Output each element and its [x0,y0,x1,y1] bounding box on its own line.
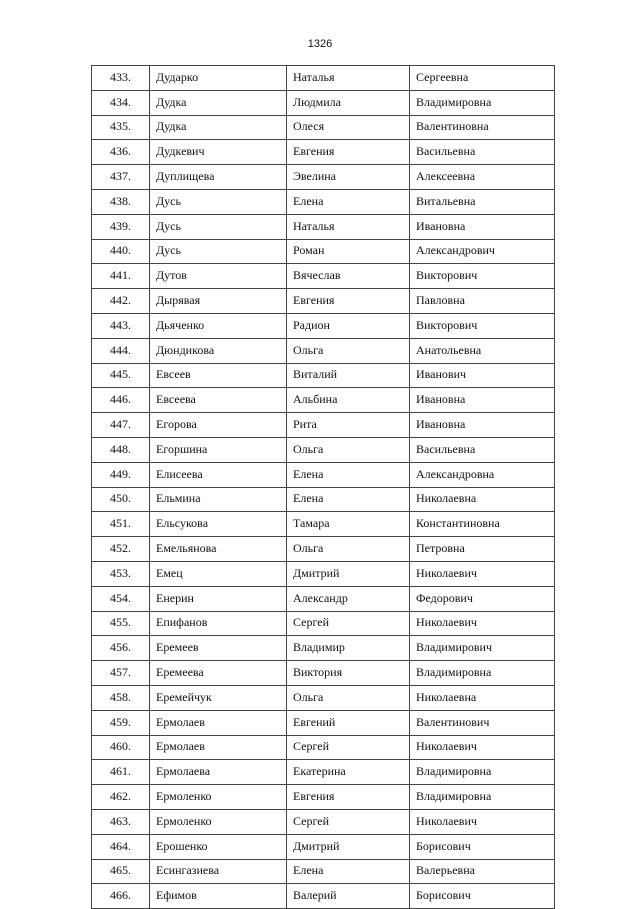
row-number-cell: 465. [92,859,150,884]
row-number-cell: 447. [92,413,150,438]
last-name-cell: Епифанов [150,611,287,636]
first-name-cell: Дмитрий [287,834,410,859]
table-row [92,313,555,338]
first-name-cell: Радион [287,313,410,338]
row-number-cell: 440. [92,239,150,264]
last-name-cell: Дусь [150,239,287,264]
row-number-cell: 456. [92,636,150,661]
page-number: 1326 [307,38,333,50]
first-name-cell: Роман [287,239,410,264]
first-name-cell: Людмила [287,90,410,115]
last-name-cell: Ермоленко [150,809,287,834]
row-number-cell: 435. [92,115,150,140]
last-name-cell: Ермолаев [150,735,287,760]
last-name-cell: Ерошенко [150,834,287,859]
row-number-cell: 449. [92,462,150,487]
row-number-cell: 460. [92,735,150,760]
first-name-cell: Евгений [287,710,410,735]
patronymic-cell: Федорович [410,586,555,611]
row-number-cell: 443. [92,313,150,338]
patronymic-cell: Владимировна [410,661,555,686]
last-name-cell: Дутов [150,264,287,289]
first-name-cell: Виталий [287,363,410,388]
patronymic-cell: Алексеевна [410,165,555,190]
first-name-cell: Елена [287,189,410,214]
table-row [92,90,555,115]
table-row [92,388,555,413]
patronymic-cell: Владимирович [410,636,555,661]
first-name-cell: Сергей [287,809,410,834]
table-row [92,140,555,165]
patronymic-cell: Николаевич [410,809,555,834]
last-name-cell: Ельсукова [150,512,287,537]
table-row [92,636,555,661]
patronymic-cell: Николаевна [410,685,555,710]
last-name-cell: Ельмина [150,487,287,512]
row-number-cell: 446. [92,388,150,413]
last-name-cell: Дудка [150,90,287,115]
first-name-cell: Евгения [287,785,410,810]
table-row [92,760,555,785]
row-number-cell: 453. [92,561,150,586]
row-number-cell: 450. [92,487,150,512]
row-number-cell: 438. [92,189,150,214]
patronymic-cell: Валерьевна [410,859,555,884]
row-number-cell: 451. [92,512,150,537]
table-row [92,809,555,834]
first-name-cell: Евгения [287,140,410,165]
patronymic-cell: Борисович [410,834,555,859]
first-name-cell: Евгения [287,289,410,314]
last-name-cell: Дюндикова [150,338,287,363]
row-number-cell: 436. [92,140,150,165]
patronymic-cell: Борисович [410,884,555,909]
patronymic-cell: Васильевна [410,437,555,462]
row-number-cell: 455. [92,611,150,636]
last-name-cell: Егорова [150,413,287,438]
first-name-cell: Елена [287,859,410,884]
last-name-cell: Дусь [150,189,287,214]
table-row [92,487,555,512]
table-row [92,561,555,586]
row-number-cell: 454. [92,586,150,611]
patronymic-cell: Анатольевна [410,338,555,363]
last-name-cell: Евсеев [150,363,287,388]
patronymic-cell: Васильевна [410,140,555,165]
first-name-cell: Наталья [287,214,410,239]
table-row [92,338,555,363]
last-name-cell: Евсеева [150,388,287,413]
last-name-cell: Дьяченко [150,313,287,338]
row-number-cell: 459. [92,710,150,735]
last-name-cell: Еремейчук [150,685,287,710]
row-number-cell: 452. [92,537,150,562]
last-name-cell: Ермоленко [150,785,287,810]
last-name-cell: Енерин [150,586,287,611]
first-name-cell: Наталья [287,66,410,91]
table-row [92,66,555,91]
table-row [92,586,555,611]
table-row [92,239,555,264]
first-name-cell: Сергей [287,611,410,636]
last-name-cell: Емец [150,561,287,586]
last-name-cell: Ермолаев [150,710,287,735]
table-row [92,685,555,710]
table-row [92,189,555,214]
patronymic-cell: Витальевна [410,189,555,214]
patronymic-cell: Викторович [410,264,555,289]
patronymic-cell: Владимировна [410,760,555,785]
roster-table [91,65,555,909]
patronymic-cell: Петровна [410,537,555,562]
first-name-cell: Ольга [287,685,410,710]
first-name-cell: Ольга [287,537,410,562]
last-name-cell: Ермолаева [150,760,287,785]
first-name-cell: Екатерина [287,760,410,785]
row-number-cell: 448. [92,437,150,462]
table-row [92,859,555,884]
patronymic-cell: Валентинович [410,710,555,735]
table-row [92,363,555,388]
patronymic-cell: Ивановна [410,388,555,413]
table-row [92,264,555,289]
table-row [92,512,555,537]
first-name-cell: Эвелина [287,165,410,190]
patronymic-cell: Павловна [410,289,555,314]
last-name-cell: Еремеева [150,661,287,686]
table-row [92,437,555,462]
last-name-cell: Егоршина [150,437,287,462]
patronymic-cell: Владимировна [410,90,555,115]
row-number-cell: 445. [92,363,150,388]
first-name-cell: Дмитрий [287,561,410,586]
patronymic-cell: Викторович [410,313,555,338]
patronymic-cell: Иванович [410,363,555,388]
row-number-cell: 441. [92,264,150,289]
row-number-cell: 457. [92,661,150,686]
table-row [92,462,555,487]
row-number-cell: 466. [92,884,150,909]
first-name-cell: Альбина [287,388,410,413]
row-number-cell: 444. [92,338,150,363]
patronymic-cell: Александрович [410,239,555,264]
table-row [92,165,555,190]
first-name-cell: Тамара [287,512,410,537]
table-row [92,214,555,239]
row-number-cell: 461. [92,760,150,785]
last-name-cell: Елисеева [150,462,287,487]
table-row [92,834,555,859]
first-name-cell: Олеся [287,115,410,140]
row-number-cell: 442. [92,289,150,314]
row-number-cell: 437. [92,165,150,190]
patronymic-cell: Сергеевна [410,66,555,91]
first-name-cell: Валерий [287,884,410,909]
patronymic-cell: Николаевич [410,561,555,586]
patronymic-cell: Николаевич [410,611,555,636]
patronymic-cell: Николаевич [410,735,555,760]
last-name-cell: Дудка [150,115,287,140]
table-row [92,289,555,314]
table-row [92,710,555,735]
table-row [92,785,555,810]
table-row [92,537,555,562]
row-number-cell: 463. [92,809,150,834]
last-name-cell: Дырявая [150,289,287,314]
patronymic-cell: Ивановна [410,413,555,438]
first-name-cell: Ольга [287,338,410,363]
row-number-cell: 462. [92,785,150,810]
row-number-cell: 458. [92,685,150,710]
first-name-cell: Виктория [287,661,410,686]
table-row [92,611,555,636]
first-name-cell: Елена [287,487,410,512]
patronymic-cell: Ивановна [410,214,555,239]
last-name-cell: Ефимов [150,884,287,909]
table-row [92,735,555,760]
first-name-cell: Александр [287,586,410,611]
table-row [92,413,555,438]
last-name-cell: Дусь [150,214,287,239]
last-name-cell: Еремеев [150,636,287,661]
table-row [92,115,555,140]
row-number-cell: 434. [92,90,150,115]
patronymic-cell: Валентиновна [410,115,555,140]
first-name-cell: Ольга [287,437,410,462]
last-name-cell: Емельянова [150,537,287,562]
patronymic-cell: Александровна [410,462,555,487]
last-name-cell: Дудкевич [150,140,287,165]
patronymic-cell: Константиновна [410,512,555,537]
last-name-cell: Дударко [150,66,287,91]
table-row [92,661,555,686]
first-name-cell: Елена [287,462,410,487]
first-name-cell: Владимир [287,636,410,661]
roster-table-body [92,66,555,909]
last-name-cell: Дуплищева [150,165,287,190]
last-name-cell: Есингазиева [150,859,287,884]
first-name-cell: Рита [287,413,410,438]
patronymic-cell: Николаевна [410,487,555,512]
first-name-cell: Сергей [287,735,410,760]
patronymic-cell: Владимировна [410,785,555,810]
row-number-cell: 439. [92,214,150,239]
row-number-cell: 433. [92,66,150,91]
first-name-cell: Вячеслав [287,264,410,289]
row-number-cell: 464. [92,834,150,859]
